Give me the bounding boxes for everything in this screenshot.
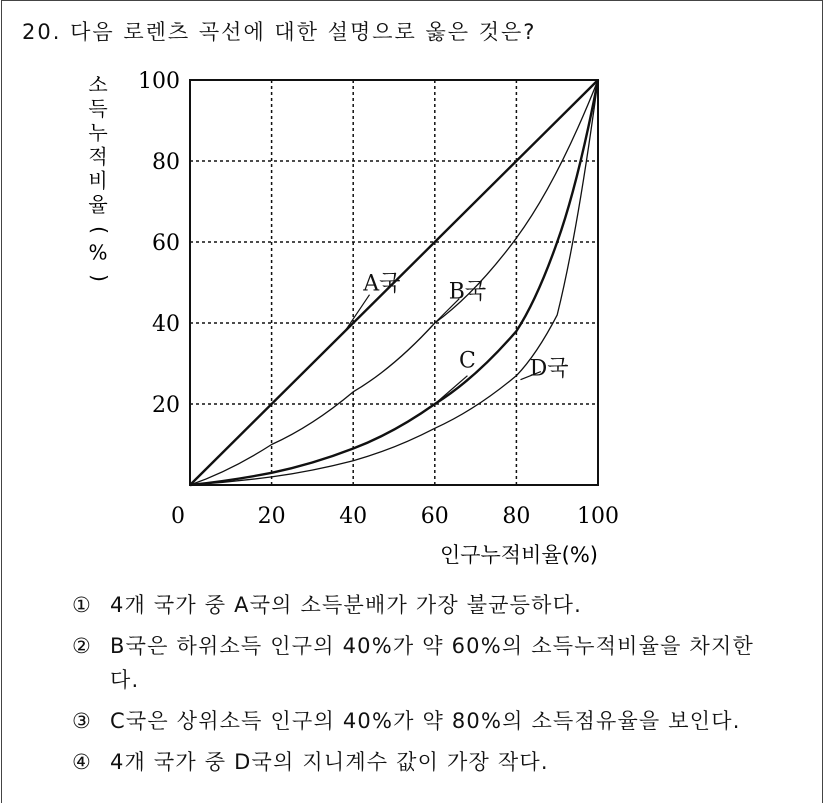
option-2-text: B국은 하위소득 인구의 40%가 약 60%의 소득누적비율을 차지한다. [110,634,754,692]
option-4-text: 4개 국가 중 D국의 지니계수 값이 가장 작다. [110,750,549,774]
y-axis-label-char: 율 [88,192,108,217]
answer-options [72,588,772,786]
option-3[interactable] [72,704,772,738]
y-axis-label-char: 득 [88,96,108,121]
y-tick-label: 100 [138,69,180,94]
y-axis-label-char: ) [87,274,112,282]
x-tick-label: 60 [420,504,449,529]
option-1-text: 4개 국가 중 A국의 소득분배가 가장 불균등하다. [110,593,583,617]
option-3-number: ③ [72,709,93,733]
y-tick-label: 60 [152,231,180,256]
series-label-2: B국 [448,279,487,305]
option-4[interactable] [72,745,772,779]
x-tick-label: 100 [577,504,619,529]
y-tick-label: 20 [152,393,180,418]
question-number: 20. [22,20,62,44]
series-label-leader-1 [345,295,369,331]
series-label-4: D국 [529,356,569,382]
chart-series [190,80,598,485]
y-axis-label-char: 비 [88,168,108,193]
option-2[interactable] [72,629,772,697]
y-axis-label [88,73,112,282]
x-tick-label: 80 [502,504,531,529]
option-3-text: C국은 상위소득 인구의 40%가 약 80%의 소득점유율을 보인다. [110,709,741,733]
question-text: 다음 로렌츠 곡선에 대한 설명으로 옳은 것은? [70,20,537,44]
series-label-leader-3 [435,376,468,404]
y-tick-label: 80 [152,150,180,175]
option-1[interactable] [72,588,772,622]
y-axis-label-char: % [88,240,108,265]
x-axis-label: 인구누적비율(%) [439,543,598,567]
y-axis-label-char: 소 [88,72,108,97]
series-label-3: C [459,348,476,374]
option-1-number: ① [72,593,93,617]
y-axis-label-char: 적 [88,144,108,169]
series-label-1: A국 [363,271,401,297]
option-2-number: ② [72,634,93,658]
option-4-number: ④ [72,750,93,774]
x-tick-label: 40 [339,504,368,529]
y-axis-label-char: 누 [88,120,108,145]
y-axis-label-char: ( [87,226,112,234]
origin-tick-label: 0 [171,504,185,529]
x-tick-label: 20 [257,504,286,529]
y-tick-label: 40 [152,312,180,337]
